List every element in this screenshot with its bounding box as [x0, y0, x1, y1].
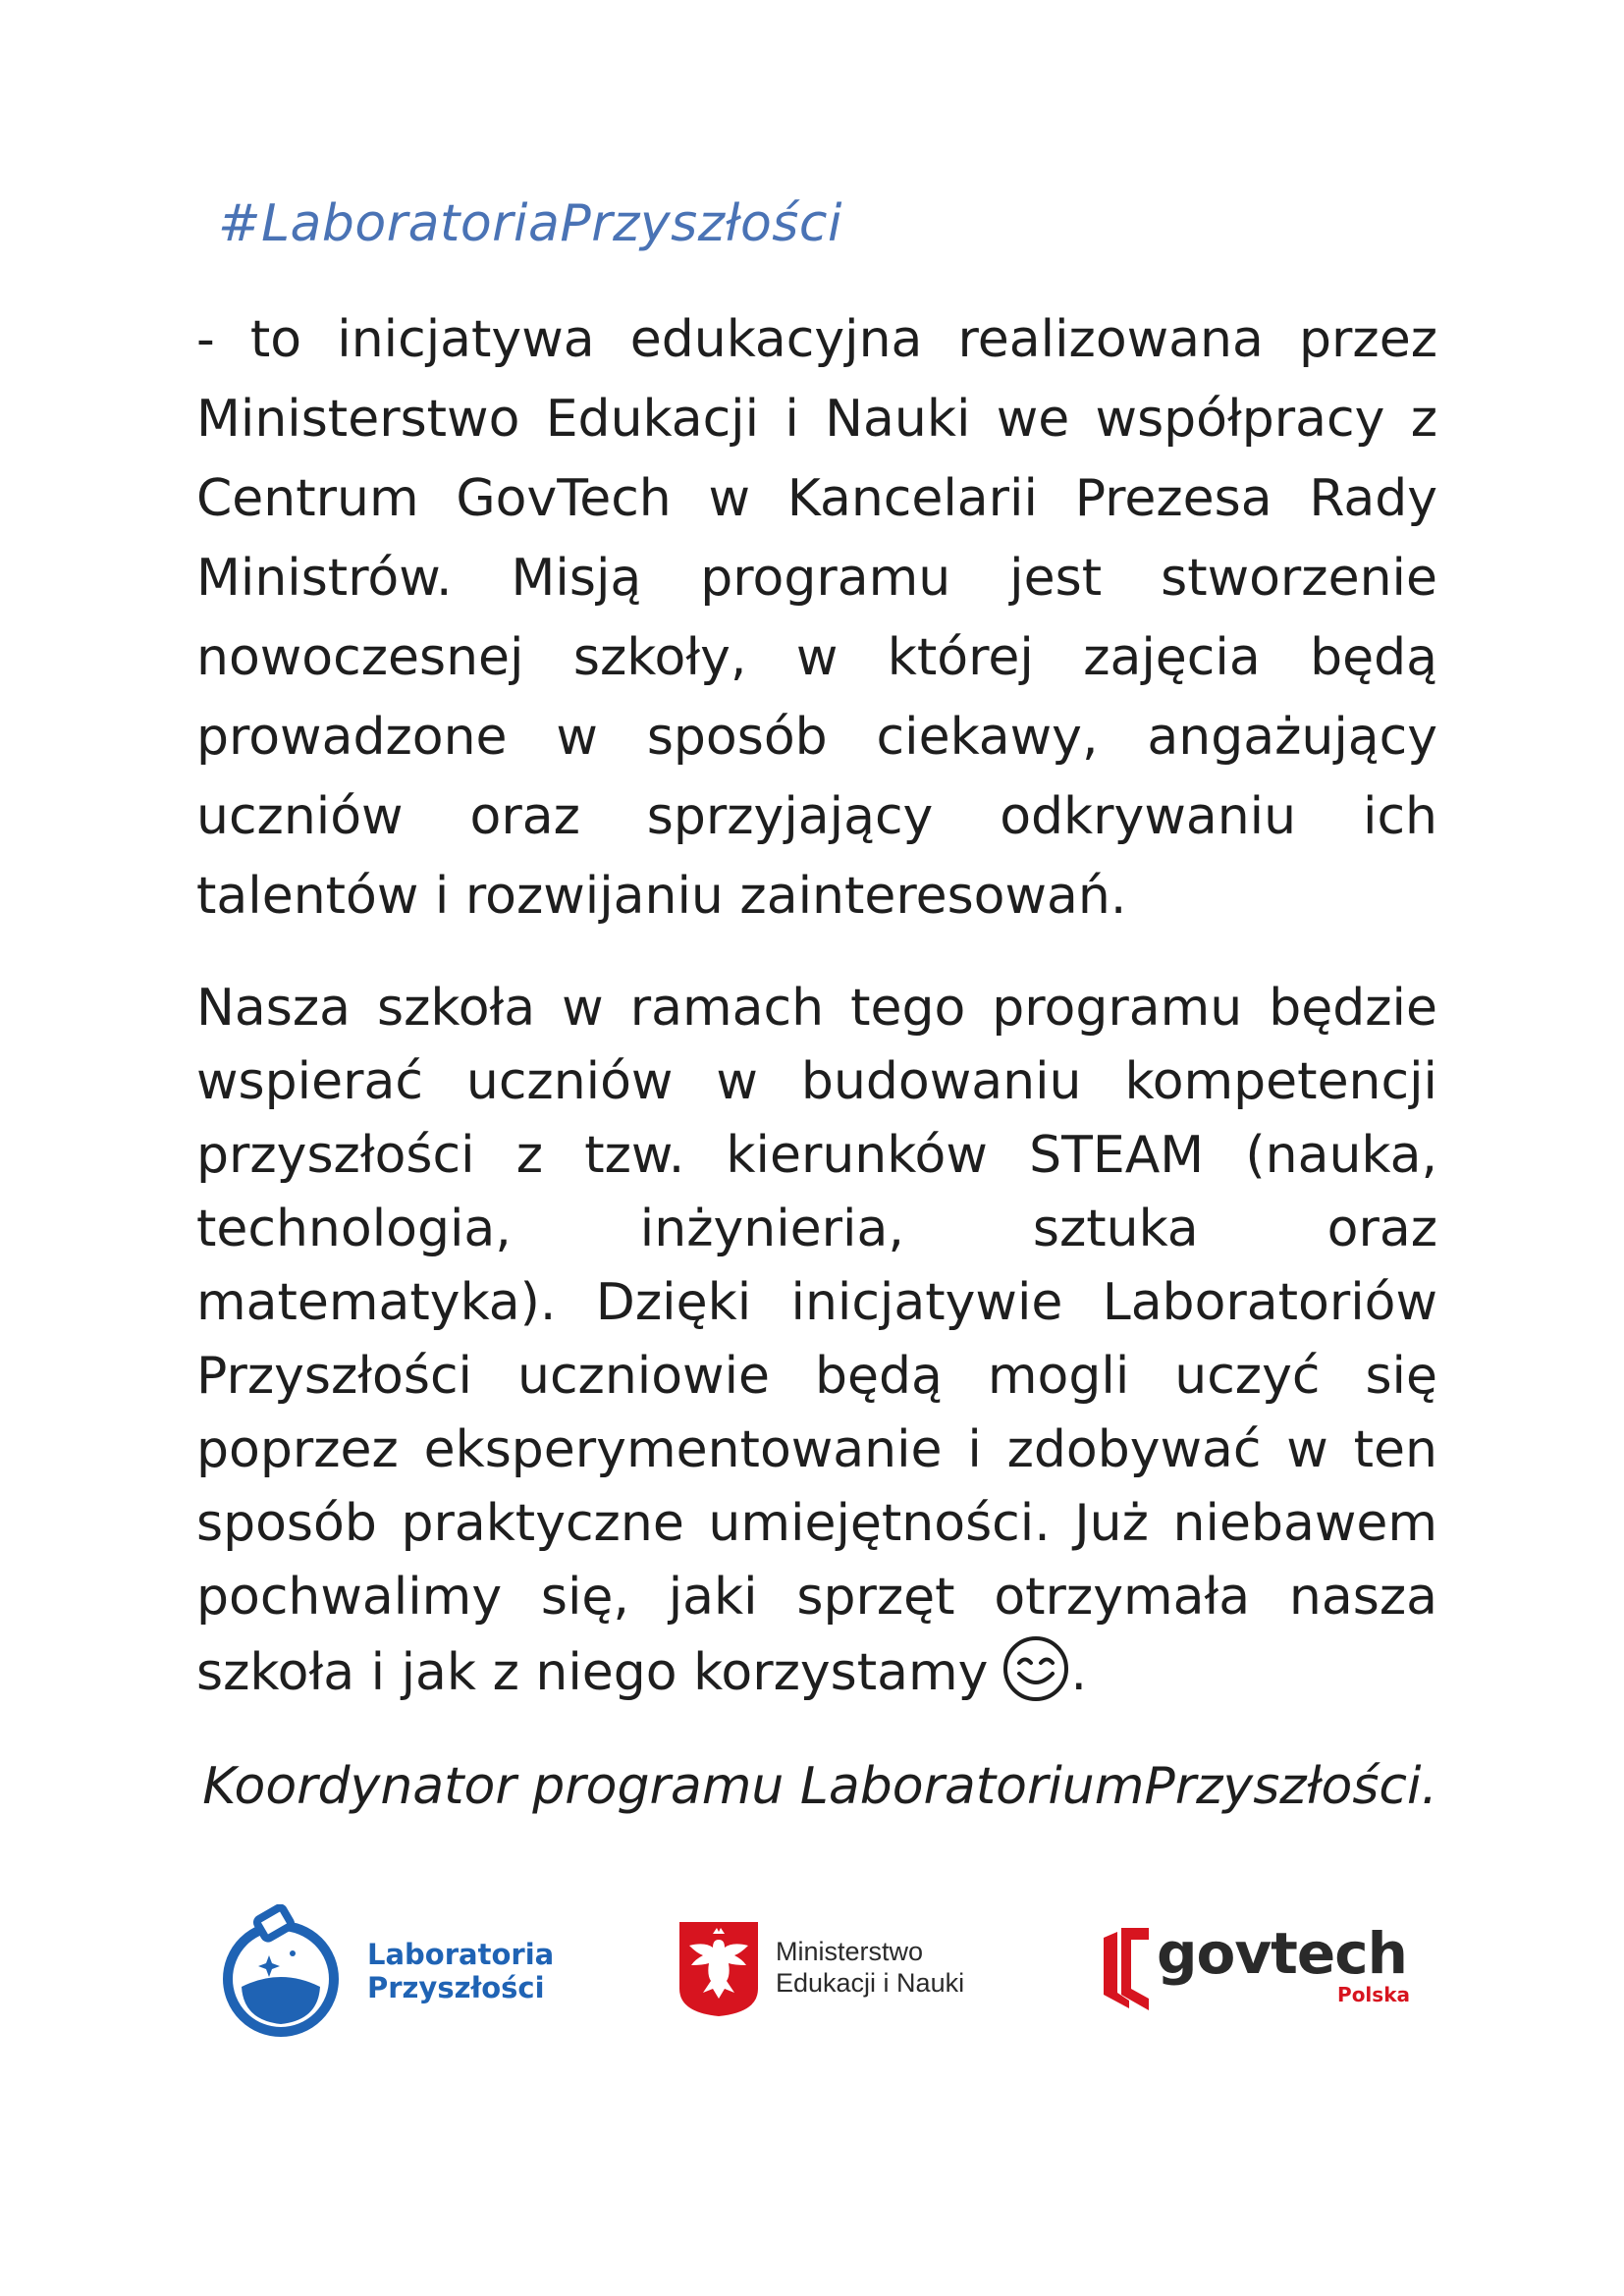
polish-eagle-emblem-icon: [677, 1920, 760, 2018]
ministry-logo-line2: Edukacji i Nauki: [776, 1968, 965, 1998]
govtech-logo-name: govtech: [1157, 1920, 1407, 1987]
ministry-logo-text: [776, 1936, 964, 1999]
flask-icon: [218, 1904, 355, 2042]
laboratoria-logo-line2: Przyszłości: [367, 1971, 545, 2004]
ministry-logo-line1: Ministerstwo: [776, 1937, 924, 1966]
laboratoria-logo-text: [367, 1938, 554, 2004]
ministry-education-logo: [677, 1920, 992, 2018]
body-end-period: .: [1070, 1643, 1087, 1702]
govtech-polska-logo: [1100, 1922, 1434, 2020]
hashtag-heading: #LaboratoriaPrzyszłości: [218, 194, 842, 253]
smiling-face-icon: [1001, 1634, 1070, 1724]
laboratoria-przyszlosci-logo: [218, 1904, 571, 2042]
body-paragraph-text: Nasza szkoła w ramach tego programu będzie wspierać uczniów w budowaniu kompetencji przyszłości z tzw. kierunków STEAM (nauka, technologia, inżynieria, sztuka oraz matematyka). Dzięki inicjatywie Laboratoriów Przyszłości uczniowie będą mogli uczyć się poprzez eksperymentowanie i zdobywać w ten sposób praktyczne umiejętności. Już niebawem pochwalimy się, jaki sprzęt otrzymała nasza szkoła i jak z niego korzystamy: [196, 979, 1437, 1702]
intro-paragraph: - to inicjatywa edukacyjna realizowana przez Ministerstwo Edukacji i Nauki we współpracy z Centrum GovTech w Kancelarii Prezesa Rady Ministrów. Misją programu jest stworzenie nowoczesnej szkoły, w której zajęcia będą prowadzone w sposób ciekawy, angażujący uczniów oraz sprzyjający odkrywaniu ich talentów i rozwijaniu zainteresowań.: [196, 310, 1437, 926]
laboratoria-logo-line1: Laboratoria: [367, 1938, 555, 1971]
coordinator-signature: Koordynator programu LaboratoriumPrzyszłości.: [202, 1757, 1437, 1816]
body-paragraph: [196, 972, 1437, 1724]
govtech-logo-sub: Polska: [1337, 1983, 1410, 2006]
govtech-bracket-icon: [1100, 1924, 1155, 2012]
